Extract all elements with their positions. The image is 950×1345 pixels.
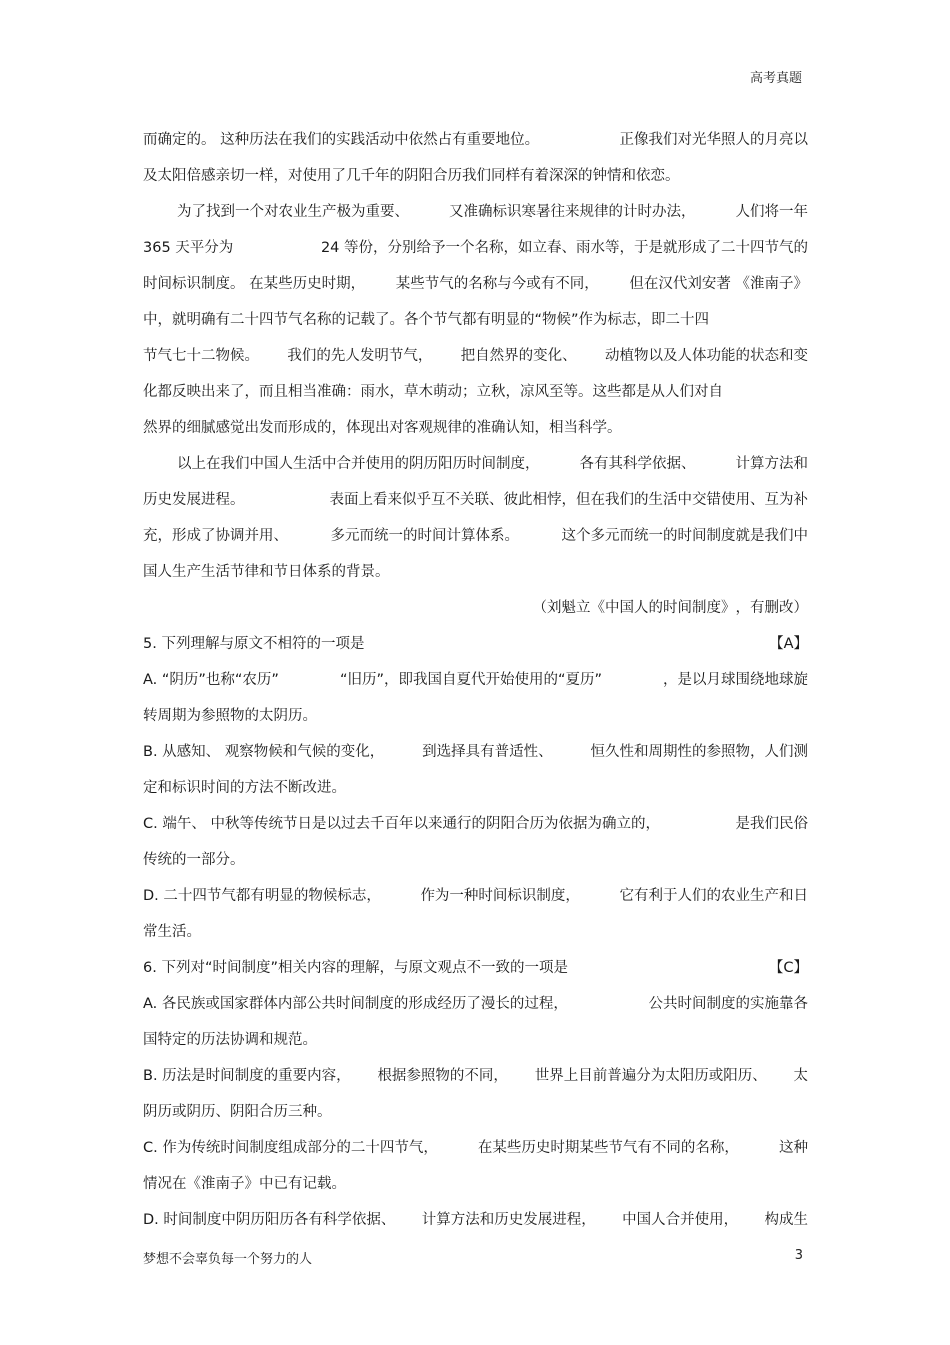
text-segment: 计算方法和	[735, 456, 808, 472]
text-segment: 它有利于人们的农业生产和日	[619, 888, 808, 904]
text-segment: 传统的一部分。	[143, 852, 245, 868]
text-segment: 时间标识制度。 在某些历史时期，	[143, 276, 366, 292]
passage-line	[143, 523, 808, 559]
body-text	[143, 127, 808, 1243]
question-option-line	[143, 1099, 808, 1135]
page-header: 高考真题	[749, 71, 802, 86]
passage-line	[143, 199, 808, 235]
text-segment: 又准确标识寒暑往来规律的计时办法，	[449, 204, 696, 220]
text-segment: A. “阴历”也称“农历”	[143, 672, 279, 688]
question-option-line	[143, 703, 808, 739]
question-option-line	[143, 1135, 808, 1171]
question-option-line	[143, 739, 808, 775]
text-segment: 多元而统一的时间计算体系。	[330, 528, 519, 544]
question-option-line	[143, 1063, 808, 1099]
text-segment: 为了找到一个对农业生产极为重要、	[177, 204, 409, 220]
passage-line	[143, 307, 808, 343]
question-option-line	[143, 919, 808, 955]
text-segment: 太	[793, 1068, 808, 1084]
text-segment: 化都反映出来了，而且相当准确：雨水，草木萌动；立秋，凉风至等。这些都是从人们对自	[143, 384, 723, 400]
text-segment: 我们的先人发明节气，	[287, 348, 433, 364]
text-segment: 世界上目前普遍分为太阳历或阳历、	[534, 1068, 767, 1084]
text-segment: 365 天平分为	[143, 240, 234, 256]
passage-line	[143, 235, 808, 271]
text-segment: 阴历或阴历、阴阳合历三种。	[143, 1104, 332, 1120]
text-segment: “旧历”，即我国自夏代开始使用的“夏历”	[339, 672, 602, 688]
question-option-line	[143, 667, 808, 703]
passage-line	[143, 487, 808, 523]
text-segment: 是我们民俗	[735, 816, 808, 832]
question-stem	[143, 955, 808, 991]
text-segment: ，有删改）	[735, 600, 808, 616]
question-option-line	[143, 847, 808, 883]
passage-line	[143, 343, 808, 379]
text-segment: 这个多元而统一的时间制度就是我们中	[561, 528, 808, 544]
text-segment: 定和标识时间的方法不断改进。	[143, 780, 346, 796]
question-option-line	[143, 811, 808, 847]
text-segment: 到选择具有普适性、	[422, 744, 553, 760]
passage-line	[143, 451, 808, 487]
question-option-line	[143, 1027, 808, 1063]
text-segment: 中国人合并使用，	[622, 1212, 739, 1228]
text-segment: 充，形成了协调并用、	[143, 528, 288, 544]
footer-motto: 梦想不会辜负每一个努力的人	[143, 1252, 313, 1267]
text-segment: B. 历法是时间制度的重要内容，	[143, 1068, 351, 1084]
passage-line	[143, 559, 808, 595]
passage-line	[143, 271, 808, 307]
text-segment: C. 作为传统时间制度组成部分的二十四节气，	[143, 1140, 438, 1156]
text-segment: 计算方法和历史发展进程，	[421, 1212, 596, 1228]
text-segment: 常生活。	[143, 924, 201, 940]
text-segment: D. 时间制度中阴历阳历各有科学依据、	[143, 1212, 396, 1228]
text-segment: D. 二十四节气都有明显的物候标志，	[143, 888, 381, 904]
text-segment: 把自然界的变化、	[460, 348, 577, 364]
page-number: 3	[794, 1248, 803, 1263]
passage-line	[143, 163, 808, 199]
text-segment: 5. 下列理解与原文不相符的一项是	[143, 636, 365, 652]
passage-line	[143, 415, 808, 451]
text-segment: 转周期为参照物的太阴历。	[143, 708, 317, 724]
text-segment: 历史发展进程。	[143, 492, 245, 508]
text-segment: 某些节气的名称与今或有不同，	[395, 276, 599, 292]
passage-line	[143, 379, 808, 415]
text-segment: C. 端午、 中秋等传统节日是以过去千百年以来通行的阴阳合历为依据为确立的，	[143, 816, 660, 832]
text-segment: 24 等份，分别给予一个名称，如立春、雨水等，于是就形成了二十四节气的	[320, 240, 808, 256]
text-segment: 及太阳倍感亲切一样，对使用了几千年的阴阳合历我们同样有着深深的钟情和依恋。	[143, 168, 680, 184]
text-segment: 国特定的历法协调和规范。	[143, 1032, 317, 1048]
text-segment: （刘魁立《中国人的时间制度》	[532, 600, 736, 616]
passage-line	[143, 127, 808, 163]
text-segment: 这种	[779, 1140, 808, 1156]
text-segment: 作为一种时间标识制度，	[420, 888, 580, 904]
text-segment: 根据参照物的不同，	[377, 1068, 508, 1084]
text-segment: 各有其科学依据、	[579, 456, 696, 472]
text-segment: 但在汉代刘安著 《淮南子》	[629, 276, 808, 292]
text-segment: 【A】	[769, 636, 808, 652]
text-segment: B. 从感知、 观察物候和气候的变化，	[143, 744, 385, 760]
text-segment: 而确定的。 这种历法在我们的实践活动中依然占有重要地位。	[143, 132, 540, 148]
text-segment: 国人生产生活节律和节日体系的背景。	[143, 564, 390, 580]
text-segment: 然界的细腻感觉出发而形成的，体现出对客观规律的准确认知，相当科学。	[143, 420, 622, 436]
text-segment: 【C】	[768, 960, 808, 976]
question-option-line	[143, 775, 808, 811]
question-option-line	[143, 883, 808, 919]
text-segment: 以上在我们中国人生活中合并使用的阴历阳历时间制度，	[177, 456, 540, 472]
text-segment: 节气七十二物候。	[143, 348, 259, 364]
text-segment: 中，就明确有二十四节气名称的记载了。各个节气都有明显的“物候”作为标志，即二十四	[143, 312, 710, 328]
question-option-line	[143, 1207, 808, 1243]
text-segment: 人们将一年	[735, 204, 808, 220]
text-segment: 正像我们对光华照人的月亮以	[619, 132, 808, 148]
question-option-line	[143, 1171, 808, 1207]
text-segment: 6. 下列对“时间制度”相关内容的理解，与原文观点不一致的一项是	[143, 960, 568, 976]
question-stem	[143, 631, 808, 667]
text-segment: 恒久性和周期性的参照物，人们测	[590, 744, 808, 760]
text-segment: 公共时间制度的实施靠各	[648, 996, 808, 1012]
text-segment: 动植物以及人体功能的状态和变	[604, 348, 808, 364]
text-segment: 构成生	[764, 1212, 808, 1228]
text-segment: 情况在《淮南子》中已有记载。	[143, 1176, 346, 1192]
text-segment: ，是以月球围绕地球旋	[662, 672, 808, 688]
passage-line	[143, 595, 808, 631]
text-segment: 在某些历史时期某些节气有不同的名称，	[477, 1140, 739, 1156]
text-segment: 表面上看来似乎互不关联、彼此相悖，但在我们的生活中交错使用、互为补	[329, 492, 808, 508]
question-option-line	[143, 991, 808, 1027]
text-segment: A. 各民族或国家群体内部公共时间制度的形成经历了漫长的过程，	[143, 996, 568, 1012]
